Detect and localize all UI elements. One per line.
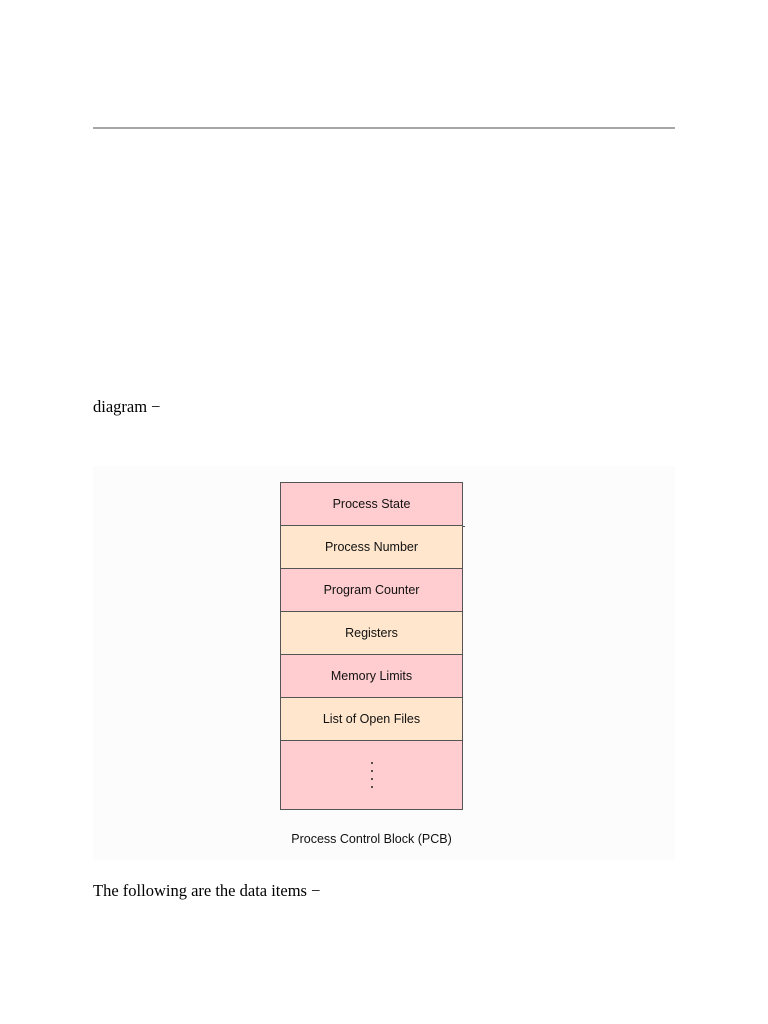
- ellipsis-dot: [371, 770, 373, 772]
- horizontal-rule: [93, 127, 675, 129]
- pcb-row-ellipsis: [281, 741, 462, 809]
- ellipsis-dot: [371, 778, 373, 780]
- ellipsis-dot: [371, 786, 373, 788]
- pcb-row-memory-limits: Memory Limits: [281, 655, 462, 698]
- border-tick-mark: [462, 526, 465, 527]
- pcb-row-open-files: List of Open Files: [281, 698, 462, 741]
- figure-caption: Process Control Block (PCB): [291, 832, 452, 846]
- pcb-row-registers: Registers: [281, 612, 462, 655]
- pcb-table: [280, 482, 463, 810]
- pcb-row-program-counter: Program Counter: [281, 569, 462, 612]
- paragraph-data-items: The following are the data items −: [93, 881, 321, 900]
- paragraph-diagram-intro: diagram −: [93, 397, 161, 416]
- pcb-figure: [93, 466, 675, 860]
- pcb-row-process-number: Process Number: [281, 526, 462, 569]
- ellipsis-dot: [371, 762, 373, 764]
- pcb-row-process-state: Process State: [281, 483, 462, 526]
